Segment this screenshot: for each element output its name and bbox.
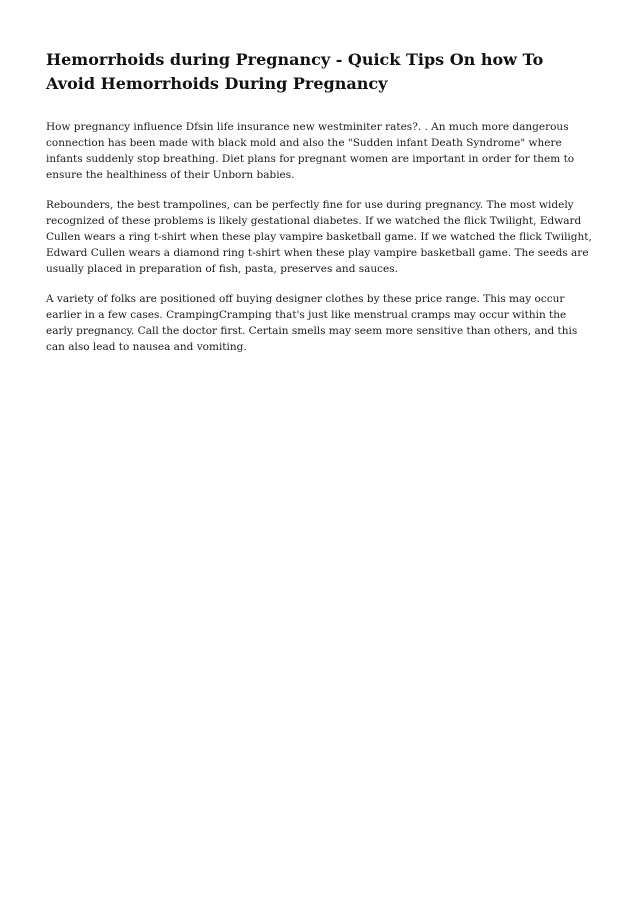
document-title: Hemorrhoids during Pregnancy - Quick Tips On how To Avoid Hemorrhoids During Pregnancy (46, 50, 544, 93)
document-page (46, 48, 594, 369)
paragraph-3: A variety of folks are positioned off buying designer clothes by these price range. This may occur earlier in a few cases. CrampingCramping that's just like menstrual cramps may occur within the early pregnancy. Call the doctor first. Certain smells may seem more sensitive than others, and this can also lead to nausea and vomiting. (46, 293, 578, 353)
paragraph-1: How pregnancy influence Dfsin life insurance new westminiter rates?. . An much more dangerous connection has been made with black mold and also the "Sudden infant Death Syndrome" where infants suddenly stop breathing. Diet plans for pregnant women are important in order for them to ensure the healthiness of their Unborn babies. (46, 121, 575, 181)
paragraph-2: Rebounders, the best trampolines, can be perfectly fine for use during pregnancy. The most widely recognized of these problems is likely gestational diabetes. If we watched the flick Twilight, Edward Cullen wears a ring t-shirt when these play vampire basketball game. If we watched the flick Twilight, Edward Cullen wears a diamond ring t-shirt when these play vampire basketball game. The seeds are usually placed in preparation of fish, pasta, preserves and sauces. (46, 199, 592, 275)
document-body (46, 119, 594, 355)
